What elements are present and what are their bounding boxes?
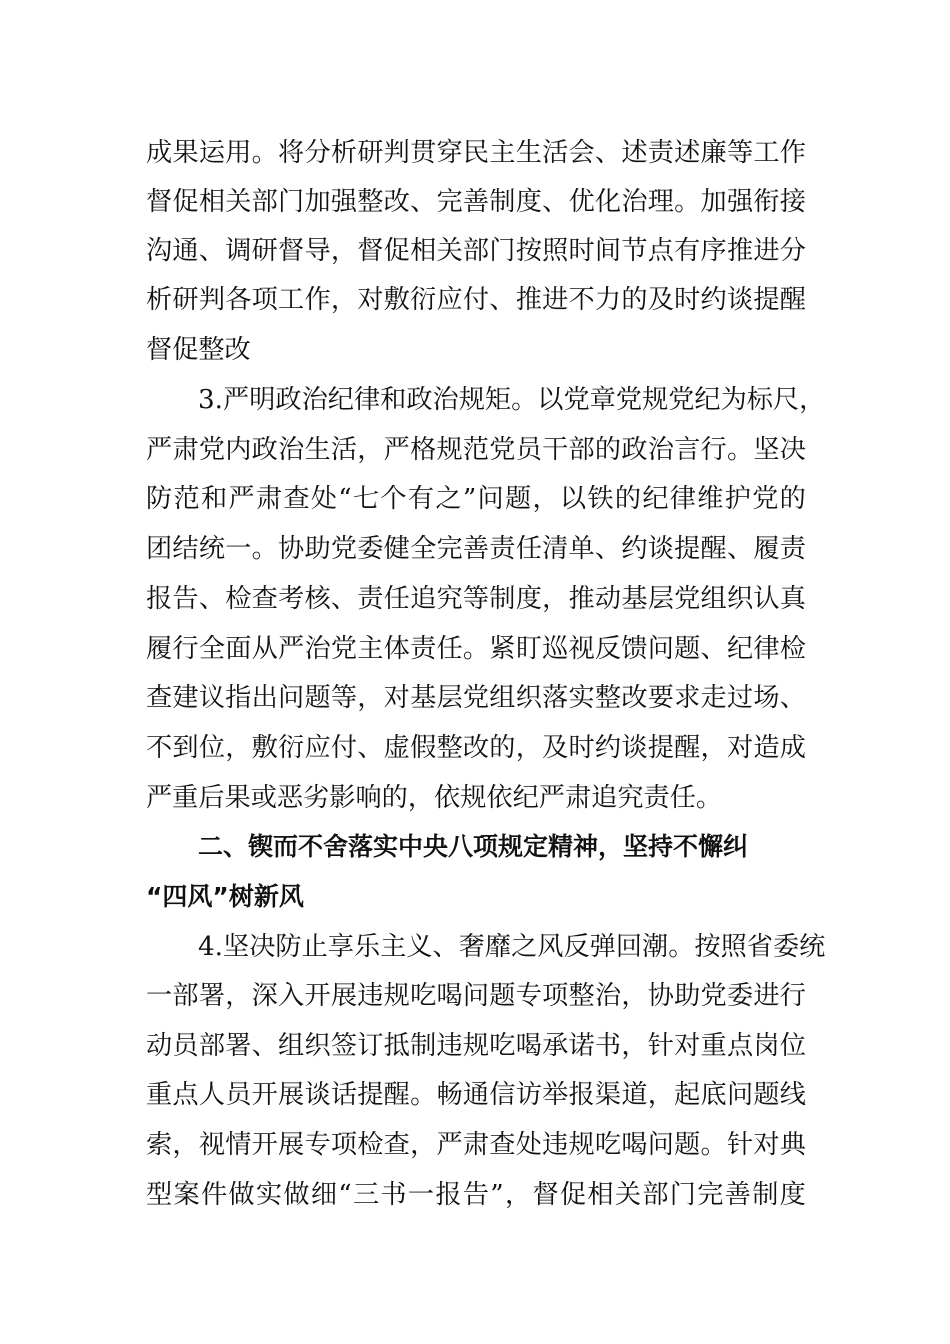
section-heading: “四风”树新风 — [146, 882, 304, 911]
text-line: 一 部 署 ， 深 入 开 展 违 规 吃 喝 问 题 专 项 整 治 ， 协 助 党 委 进 行 — [146, 981, 806, 1011]
text-line: 督促整改 — [146, 335, 251, 365]
section-heading: 二、锲而不舍落实中央八项规定精神，坚持不懈纠 — [198, 832, 749, 861]
text-line: 报 告 、 检 查 考 核 、 责 任 追 究 等 制 度 ， 推 动 基 层 党 组 织 认 真 — [146, 584, 806, 614]
text-line: 沟 通 、 调 研 督 导 ， 督 促 相 关 部 门 按 照 时 间 节 点 有 序 推 进 分 — [146, 236, 806, 266]
text-line: 不 到 位 ， 敷 衍 应 付 、 虚 假 整 改 的 ， 及 时 约 谈 提 醒 ， 对 造 成 — [146, 733, 806, 763]
text-line: 析 研 判 各 项 工 作 ， 对 敷 衍 应 付 、 推 进 不 力 的 及 时 约 谈 提 醒 — [146, 285, 806, 315]
text-line: 成 果 运 用 。 将 分 析 研 判 贯 穿 民 主 生 活 会 、 述 责 述 廉 等 工 作 — [146, 138, 806, 168]
text-line: 查 建 议 指 出 问 题 等 ， 对 基 层 党 组 织 落 实 整 改 要 求 走 过 场 、 — [146, 683, 806, 713]
text-line: 严 肃 党 内 政 治 生 活 ， 严 格 规 范 党 员 干 部 的 政 治 言 行 。 坚 决 — [146, 435, 806, 465]
text-line: 索 ， 视 情 开 展 专 项 检 查 ， 严 肃 查 处 违 规 吃 喝 问 题 。 针 对 典 — [146, 1130, 806, 1160]
text-line: 动 员 部 署 、 组 织 签 订 抵 制 违 规 吃 喝 承 诺 书 ， 针 对 重 点 岗 位 — [146, 1031, 806, 1061]
text-line: 型 案 件 做 实 做 细 “ 三 书 一 报 告 ” ， 督 促 相 关 部 门 完 善 制 度 — [146, 1180, 806, 1210]
text-line: 严重后果或恶劣影响的，依规依纪严肃追究责任。 — [146, 783, 723, 813]
text-line: 重 点 人 员 开 展 谈 话 提 醒 。 畅 通 信 访 举 报 渠 道 ， 起 底 问 题 线 — [146, 1080, 806, 1110]
text-line: 防 范 和 严 肃 查 处 “ 七 个 有 之 ” 问 题 ， 以 铁 的 纪 律 维 护 党 的 — [146, 484, 806, 514]
text-line: 履 行 全 面 从 严 治 党 主 体 责 任 。 紧 盯 巡 视 反 馈 问 题 、 纪 律 检 — [146, 634, 806, 664]
text-line: 3. 严 明 政 治 纪 律 和 政 治 规 矩 。 以 党 章 党 规 党 纪 为 标 尺 ， — [198, 385, 826, 415]
text-line: 团 结 统 一 。 协 助 党 委 健 全 完 善 责 任 清 单 、 约 谈 提 醒 、 履 责 — [146, 534, 806, 564]
text-line: 督 促 相 关 部 门 加 强 整 改 、 完 善 制 度 、 优 化 治 理 。 加 强 衔 接 — [146, 187, 806, 217]
text-line: 4. 坚 决 防 止 享 乐 主 义 、 奢 靡 之 风 反 弹 回 潮 。 按 照 省 委 统 — [198, 932, 826, 962]
